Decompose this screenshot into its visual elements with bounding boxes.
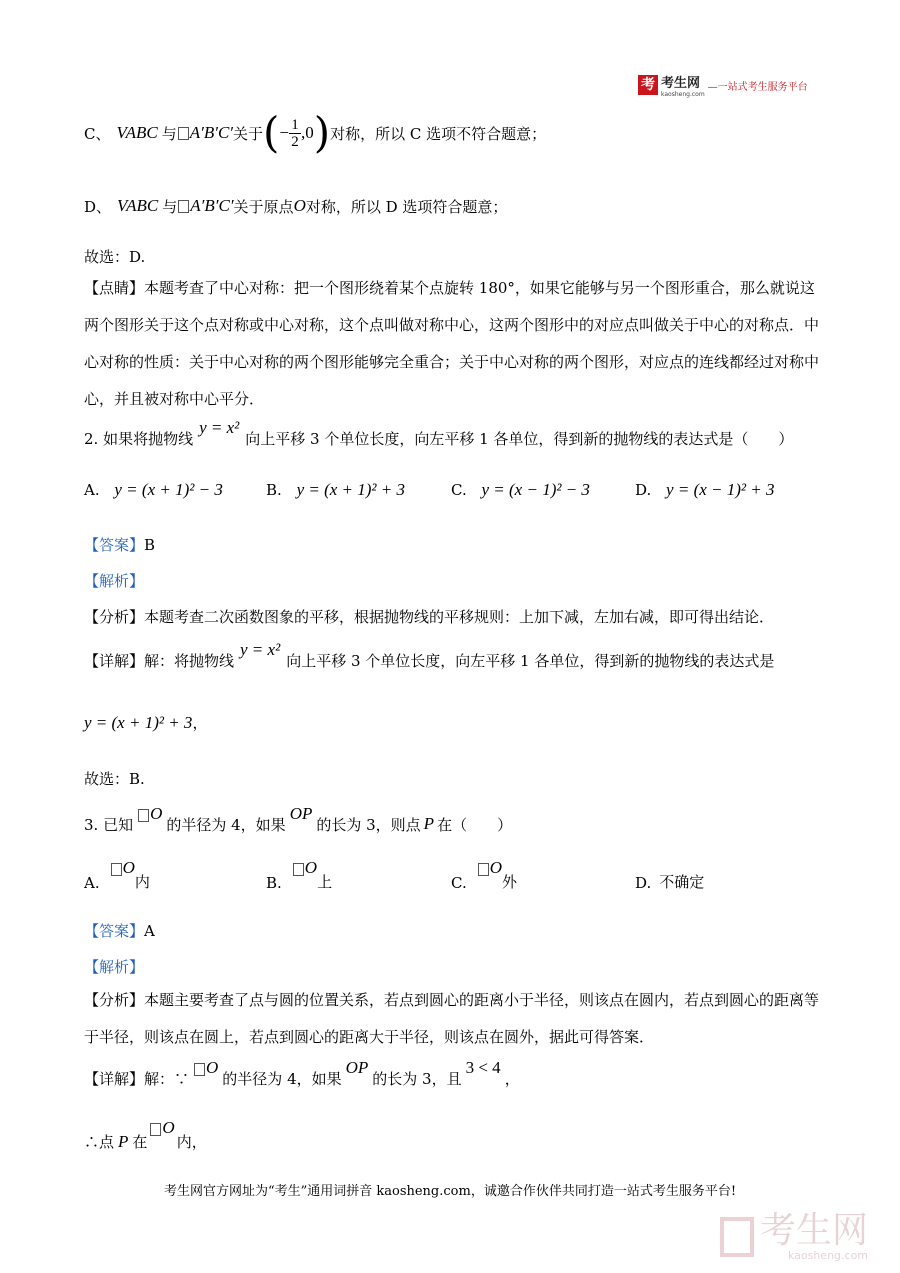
q3-option-a-text: 内: [134, 873, 150, 891]
q3-detail: [84, 1058, 520, 1098]
q2-answer-value: B: [144, 536, 156, 554]
q2-detail-eq: y = x²: [240, 640, 281, 659]
q3-analysis-tag: 【解析】: [84, 958, 145, 976]
q2-analysis: 【分析】本题考查二次函数图象的平移，根据抛物线的平移规则：上加下减，左加右减，即可得出结论．: [84, 608, 775, 626]
logo-slogan: —一站式考生服务平台: [707, 81, 808, 93]
d-prefix: D、: [84, 197, 112, 216]
d-option-line: [84, 192, 507, 220]
logo-name: 考生网: [661, 76, 701, 91]
q2-option-b-expr: y = (x + 1)² + 3: [296, 480, 406, 499]
q3-seg: OP: [289, 804, 313, 823]
q3-answer: [84, 920, 155, 941]
q2-option-c-expr: y = (x − 1)² − 3: [481, 480, 590, 499]
q3-option-b-circle: O: [304, 858, 318, 877]
q3-analysis: 【分析】本题主要考查了点与圆的位置关系，若点到圆心的距离小于半径，则该点在圆内，若点到圆心的距离等于半径，则该点在圆上，若点到圆心的距离大于半径，则该点在圆外，据此可得答案．: [84, 991, 820, 1046]
q3-stem-c: 的长为 3，则点: [316, 815, 421, 834]
c-prefix: C、: [84, 124, 111, 143]
q3-answer-value: A: [144, 922, 155, 940]
watermark-domain: kaosheng.com: [787, 1249, 869, 1262]
q3-option-b-label: B.: [266, 874, 282, 892]
q2-result-eq: y = (x + 1)² + 3: [84, 713, 193, 732]
frac-num: 1: [291, 116, 299, 133]
q2-option-c-label: C.: [451, 481, 467, 499]
q2-option-a-label: A.: [84, 481, 100, 499]
q3-concl-pt: P: [118, 1132, 129, 1151]
q3-detail-b: 的半径为 4，如果: [222, 1069, 342, 1088]
q3-option-b-text: 上: [317, 873, 333, 891]
c-tri2: A′B′C′: [189, 123, 233, 142]
d-mid: 关于原点: [233, 197, 294, 216]
header-logo: [638, 72, 808, 98]
q3-stem-b: 的半径为 4，如果: [166, 815, 286, 834]
q2-choice: 故选：B.: [84, 770, 145, 788]
q3-conclusion: [84, 1116, 207, 1152]
q3-concl-a: ∴点: [84, 1133, 115, 1151]
q3-detail-d: ，: [504, 1069, 520, 1088]
q2-detail-a: 【详解】解：将抛物线: [84, 651, 235, 670]
c-yu: 与: [161, 124, 177, 143]
q3-detail-seg: OP: [345, 1058, 369, 1077]
q2-option-d-expr: y = (x − 1)² + 3: [666, 480, 775, 499]
footer-text: 考生网官方网址为“考生”通用词拼音 kaosheng.com，诚邀合作伙伴共同打造一站式考生服务平台!: [163, 1184, 737, 1199]
frac-den: 2: [291, 133, 299, 150]
q3-option-c-circle: O: [489, 858, 502, 877]
q3-concl-b: 在: [132, 1133, 148, 1151]
circle-symbol-icon: [194, 1063, 205, 1076]
q2-stem-b: 向上平移 3 个单位长度，向左平移 1 各单位，得到新的抛物线的表达式是（ ）: [245, 429, 794, 448]
q2-option-a: [84, 480, 223, 500]
q3-option-a: [84, 856, 150, 892]
q3-stem-a: 3. 已知: [84, 815, 134, 834]
watermark: [720, 1212, 868, 1262]
triangle-symbol-icon: [178, 127, 189, 140]
q3-option-d-text: 不确定: [659, 873, 705, 891]
q3-option-d-label: D.: [635, 874, 652, 892]
q2-option-b: [266, 480, 405, 500]
q3-stem-d: 在（ ）: [437, 815, 513, 834]
q2-stem-eq: y = x²: [199, 418, 240, 437]
q3-pt: P: [423, 814, 435, 833]
q2-result-tail: ，: [192, 714, 208, 732]
q3-option-c-text: 外: [502, 873, 518, 891]
d-yu: 与: [162, 197, 178, 216]
q3-option-d: [635, 856, 704, 892]
triangle-symbol-icon: [178, 200, 189, 213]
q3-detail-a: 【详解】解：∵: [84, 1069, 190, 1088]
circle-symbol-icon: [138, 809, 149, 822]
logo-icon: 考: [638, 75, 658, 95]
d-tri1: VABC: [117, 196, 159, 215]
c-tri1: VABC: [116, 123, 158, 142]
c-option-line: C、 VABC 与 A′B′C′ 关于 ( − $\frac{1}{2}$ , 0 ) 对称，所以 C 选项不符合题意；: [84, 108, 547, 157]
q3-option-c-label: C.: [451, 874, 467, 892]
q3-answer-tag: 【答案】: [84, 922, 145, 940]
fraction-half: [289, 117, 301, 150]
q3-option-c: [451, 856, 517, 892]
q3-stem: [84, 804, 512, 844]
c-zero: 0: [305, 123, 314, 142]
q3-circle: [137, 804, 162, 824]
q2-stem: [84, 420, 793, 456]
q3-detail-c: 的长为 3，且: [372, 1069, 462, 1088]
q3-detail-circle: O: [206, 1058, 219, 1077]
watermark-text: 考生网: [760, 1210, 869, 1251]
left-paren: (: [263, 108, 280, 157]
q2-detail-b: 向上平移 3 个单位长度，向左平移 1 各单位，得到新的抛物线的表达式是: [286, 651, 775, 670]
q2-option-d: [635, 480, 774, 500]
q3-concl-c: 内，: [176, 1133, 207, 1151]
d-tri2: A′B′C′: [190, 196, 234, 215]
q2-analysis-tag: 【解析】: [84, 572, 145, 590]
circle-symbol-icon: [293, 863, 304, 876]
q2-answer: [84, 534, 155, 555]
d-point: O: [293, 196, 306, 215]
c-guanyu: 关于: [233, 124, 264, 143]
q2-option-b-label: B.: [266, 481, 282, 499]
circle-symbol-icon: [150, 1123, 161, 1136]
circle-symbol-icon: [111, 863, 122, 876]
q2-result: [84, 712, 207, 733]
watermark-logo-icon: [720, 1217, 754, 1257]
circle-symbol-icon: [478, 863, 489, 876]
q2-answer-tag: 【答案】: [84, 536, 145, 554]
c-suffix: 对称，所以 C 选项不符合题意；: [330, 124, 547, 143]
q1-comment: 【点睛】本题考查了中心对称：把一个图形绕着某个点旋转 180°，如果它能够与另一个图形重合，那么就说这两个图形关于这个点对称或中心对称，这个点叫做对称中心，这两个图形中的对应点叫做关于中心的对称点．中心对称的性质：关于中心对称的两个图形能够完全重合；关于中心对称的两个图形，对应点的连线都经过对称中心，并且被对称中心平分．: [84, 279, 820, 408]
q3-option-a-label: A.: [84, 874, 100, 892]
q2-detail: [84, 642, 774, 678]
q3-concl-circle: O: [162, 1118, 175, 1137]
d-suffix: 对称，所以 D 选项符合题意；: [305, 197, 508, 216]
q1-choice: 故选：D.: [84, 248, 146, 266]
q3-circle-letter: O: [150, 804, 163, 823]
logo-domain: kaosheng.com: [661, 91, 705, 98]
q2-option-a-expr: y = (x + 1)² − 3: [114, 480, 223, 499]
right-paren: ): [313, 108, 331, 157]
q3-option-b: [266, 856, 332, 892]
q2-option-d-label: D.: [635, 481, 652, 499]
q3-option-a-circle: O: [122, 858, 135, 877]
q2-stem-a: 2. 如果将抛物线: [84, 429, 194, 448]
q2-option-c: [451, 480, 590, 500]
q3-detail-ineq: 3 < 4: [465, 1058, 501, 1077]
